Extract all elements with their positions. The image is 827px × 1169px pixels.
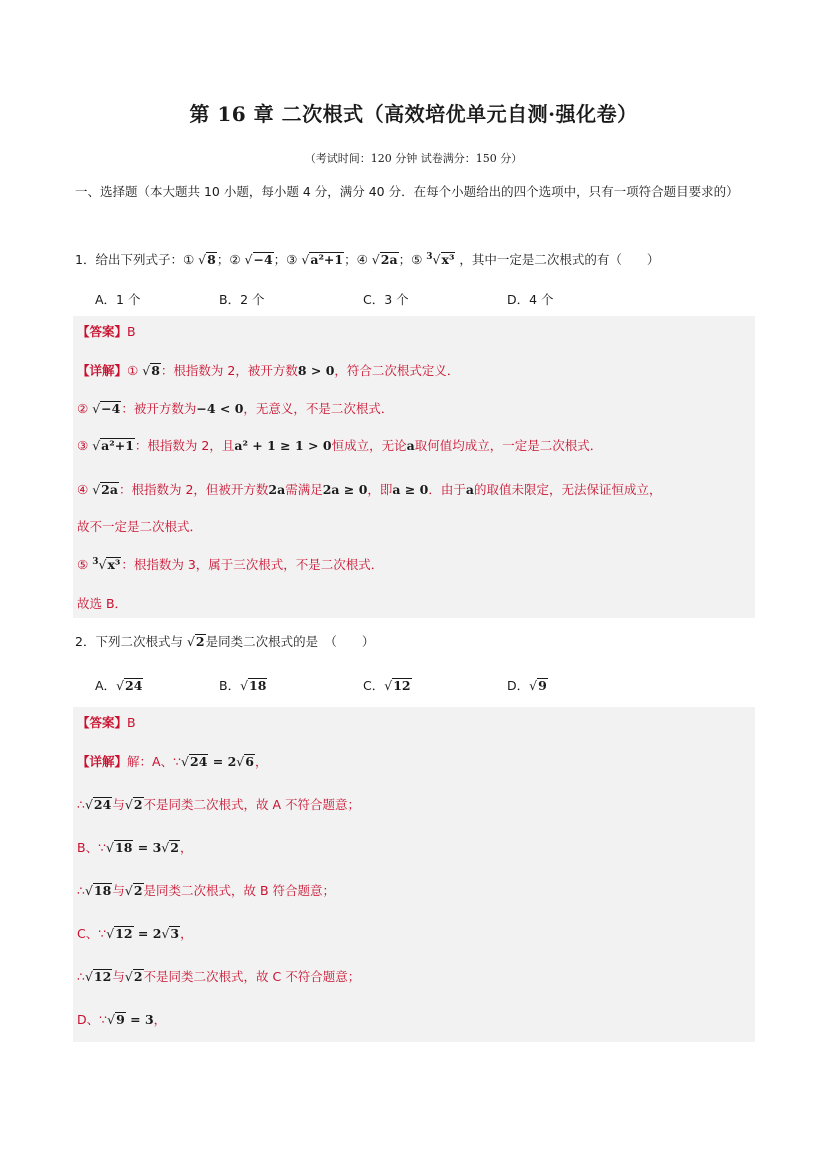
q1-radicand-2: −4 — [253, 252, 273, 267]
q1-option-d: D．4 个 — [507, 292, 554, 307]
a2-text: B、∵ — [77, 840, 107, 855]
q1-radicand-5: x³ — [441, 252, 455, 267]
a2-detail-2: ∴√24与√2不是同类二次根式，故 A 不符合题意； — [77, 797, 361, 812]
a1-math: a — [406, 438, 415, 453]
a1-math: a² + 1 ≥ 1 > 0 — [234, 438, 332, 453]
a1-text: ，符合二次根式定义． — [334, 363, 460, 378]
a2-text: C、∵ — [77, 926, 107, 941]
a2-text: 不是同类二次根式，故 A 不符合题意； — [143, 797, 361, 812]
a1-root-index: 3 — [92, 556, 99, 567]
a2-radicand: 2 — [133, 797, 143, 812]
a2-text: 与 — [112, 797, 125, 812]
a1-conclusion: 故选 B． — [77, 596, 128, 611]
a1-detail-4: ④ √2a：根指数为 2，但被开方数2a需满足2a ≥ 0，即a ≥ 0．由于a的取值未限定，无法保证恒成立， — [77, 482, 662, 497]
q1-sep-3: ；④ — [344, 252, 368, 267]
answer-block-1 — [73, 316, 755, 618]
q2-options — [75, 676, 755, 698]
a1-radicand: −4 — [101, 401, 121, 416]
a1-text: ：被开方数为 — [121, 401, 197, 416]
a1-math: 2a — [268, 482, 286, 497]
a2-text: ∴ — [77, 883, 85, 898]
a2-detail-1: 【详解】解：A、∵√24 = 2√6， — [77, 754, 268, 769]
a1-marker: ① — [127, 363, 139, 378]
answer-value: B — [127, 715, 136, 730]
a1-radicand: 2a — [101, 482, 118, 497]
a1-radicand: x³ — [107, 557, 121, 572]
a2-text: D、∵ — [77, 1012, 108, 1027]
a1-marker: ⑤ — [77, 557, 89, 572]
a2-text: ， — [153, 1012, 167, 1027]
a2-text: ， — [180, 926, 193, 941]
a2-detail-4: ∴√18与√2是同类二次根式，故 B 符合题意； — [77, 883, 336, 898]
a2-radicand: 24 — [190, 754, 208, 769]
a2-radicand: 2 — [133, 883, 143, 898]
q1-options — [75, 290, 755, 310]
answer-tag: 【答案】 — [77, 324, 128, 339]
a1-detail-5: ⑤ $^3$√x³：根指数为 3，属于三次根式，不是二次根式． — [77, 556, 384, 572]
a1-marker: ③ — [77, 438, 89, 453]
option-radicand: 9 — [538, 678, 547, 693]
a1-detail-4b: 故不一定是二次根式． — [77, 519, 203, 534]
q1-option-c: C．3 个 — [363, 292, 409, 307]
a2-radicand: 24 — [93, 797, 112, 812]
q2-option-b: B．√18 — [219, 678, 267, 693]
a2-detail-5: C、∵√12 = 2√3， — [77, 926, 193, 941]
q1-option-b: B．2 个 — [219, 292, 265, 307]
a2-answer-line — [77, 713, 136, 731]
a2-radicand: 3 — [170, 926, 180, 941]
option-radicand: 18 — [249, 678, 267, 693]
option-radicand: 24 — [125, 678, 143, 693]
a1-math: −4 < 0 — [196, 401, 244, 416]
section-heading: 一、选择题（本大题共 10 小题，每小题 4 分，满分 40 分．在每个小题给出的四个选项中，只有一项符合题目要求的） — [75, 184, 739, 199]
a1-text: 需满足 — [285, 482, 323, 497]
a1-radicand: a²+1 — [101, 438, 134, 453]
option-label: D． — [507, 678, 530, 693]
a2-radicand: 18 — [115, 840, 133, 855]
a1-math: 2a ≥ 0 — [322, 482, 368, 497]
a1-detail-3: ③ √a²+1：根指数为 2，且a² + 1 ≥ 1 > 0恒成立，无论a取何值均成立，一定是二次根式． — [77, 438, 603, 453]
a1-math: a ≥ 0 — [392, 482, 429, 497]
q1-prefix: 1．给出下列式子：① — [75, 252, 195, 267]
a2-radicand: 6 — [245, 754, 254, 769]
a2-text: 解：A、∵ — [127, 754, 182, 769]
q1-suffix: ，其中一定是二次根式的有（ ） — [459, 252, 660, 267]
q1-sep-4: ；⑤ — [398, 252, 423, 267]
a2-text: ， — [179, 840, 193, 855]
a1-marker: ② — [77, 401, 89, 416]
q1-radicand-4: 2a — [380, 252, 398, 267]
q1-radicand-3: a²+1 — [310, 252, 344, 267]
q1-radicand-1: 8 — [207, 252, 216, 267]
question-2: 2．下列二次根式与 √2是同类二次根式的是 （ ） — [75, 634, 375, 649]
a2-radicand: 2 — [170, 840, 179, 855]
a1-answer-line — [77, 322, 136, 340]
q1-root-index: 3 — [426, 251, 433, 262]
a1-text: ．由于 — [428, 482, 466, 497]
a2-text: ， — [254, 754, 268, 769]
a2-radicand: 18 — [93, 883, 112, 898]
option-label: C． — [363, 678, 385, 693]
a1-text: ：根指数为 2，且 — [134, 438, 235, 453]
a2-math: = 2 — [133, 926, 162, 941]
a1-radicand: 8 — [151, 363, 160, 378]
a2-detail-3: B、∵√18 = 3√2， — [77, 840, 193, 855]
a2-radicand: 12 — [93, 969, 112, 984]
q2-option-d: D．√9 — [507, 678, 547, 693]
q2-option-a: A．√24 — [95, 678, 143, 693]
q1-sep-1: ；② — [216, 252, 241, 267]
detail-tag: 【详解】 — [77, 363, 128, 378]
a2-radicand: 12 — [115, 926, 133, 941]
a2-text: 不是同类二次根式，故 C 不符合题意； — [143, 969, 361, 984]
a2-math: = 3 — [133, 840, 162, 855]
a2-text: 是同类二次根式，故 B 符合题意； — [143, 883, 336, 898]
a1-text: 的取值未限定，无法保证恒成立， — [474, 482, 662, 497]
a2-radicand: 2 — [133, 969, 143, 984]
a1-marker: ④ — [77, 482, 89, 497]
a2-text: 与 — [112, 969, 125, 984]
a1-text: ：根指数为 2，但被开方数 — [118, 482, 269, 497]
a1-text: 取何值均成立，一定是二次根式． — [414, 438, 603, 453]
question-1: 1．给出下列式子：① √8；② √−4；③ √a²+1；④ √2a；⑤ $^3$√x³ ，其中一定是二次根式的有（ ） — [75, 251, 660, 267]
answer-value: B — [127, 324, 136, 339]
answer-tag: 【答案】 — [77, 715, 128, 730]
option-label: B． — [219, 678, 241, 693]
a2-math: = 2 — [208, 754, 237, 769]
detail-tag: 【详解】 — [77, 754, 128, 769]
option-label: A． — [95, 678, 117, 693]
a1-text: ，即 — [367, 482, 393, 497]
exam-info: （考试时间：120 分钟 试卷满分：150 分） — [304, 152, 523, 165]
a1-detail-2: ② √−4：被开方数为−4 < 0，无意义，不是二次根式． — [77, 401, 394, 416]
a2-radicand: 9 — [116, 1012, 125, 1027]
a1-text: ：根指数为 2，被开方数 — [160, 363, 298, 378]
q1-sep-2: ；③ — [273, 252, 298, 267]
a1-math: a — [465, 482, 475, 497]
page-title: 第 16 章 二次根式（高效培优单元自测·强化卷） — [189, 102, 638, 126]
a1-text: ：根指数为 3，属于三次根式，不是二次根式． — [121, 557, 384, 572]
a2-text: ∴ — [77, 969, 85, 984]
a2-text: ∴ — [77, 797, 85, 812]
q2-suffix: 是同类二次根式的是 （ ） — [205, 634, 375, 649]
q2-prefix: 2．下列二次根式与 — [75, 634, 183, 649]
a2-detail-7: D、∵√9 = 3， — [77, 1012, 167, 1027]
q2-radicand: 2 — [195, 634, 205, 649]
a1-text: 恒成立，无论 — [331, 438, 407, 453]
a2-math: = 3 — [125, 1012, 154, 1027]
answer-block-2 — [73, 707, 755, 1042]
a2-detail-6: ∴√12与√2不是同类二次根式，故 C 不符合题意； — [77, 969, 361, 984]
q2-option-c: C．√12 — [363, 678, 411, 693]
a1-math: 8 > 0 — [297, 363, 335, 378]
a1-detail-1: 【详解】① √8：根指数为 2，被开方数8 > 0，符合二次根式定义． — [77, 363, 460, 378]
a2-text: 与 — [112, 883, 125, 898]
a1-text: ，无意义，不是二次根式． — [243, 401, 394, 416]
option-radicand: 12 — [393, 678, 411, 693]
q1-option-a: A．1 个 — [95, 292, 141, 307]
